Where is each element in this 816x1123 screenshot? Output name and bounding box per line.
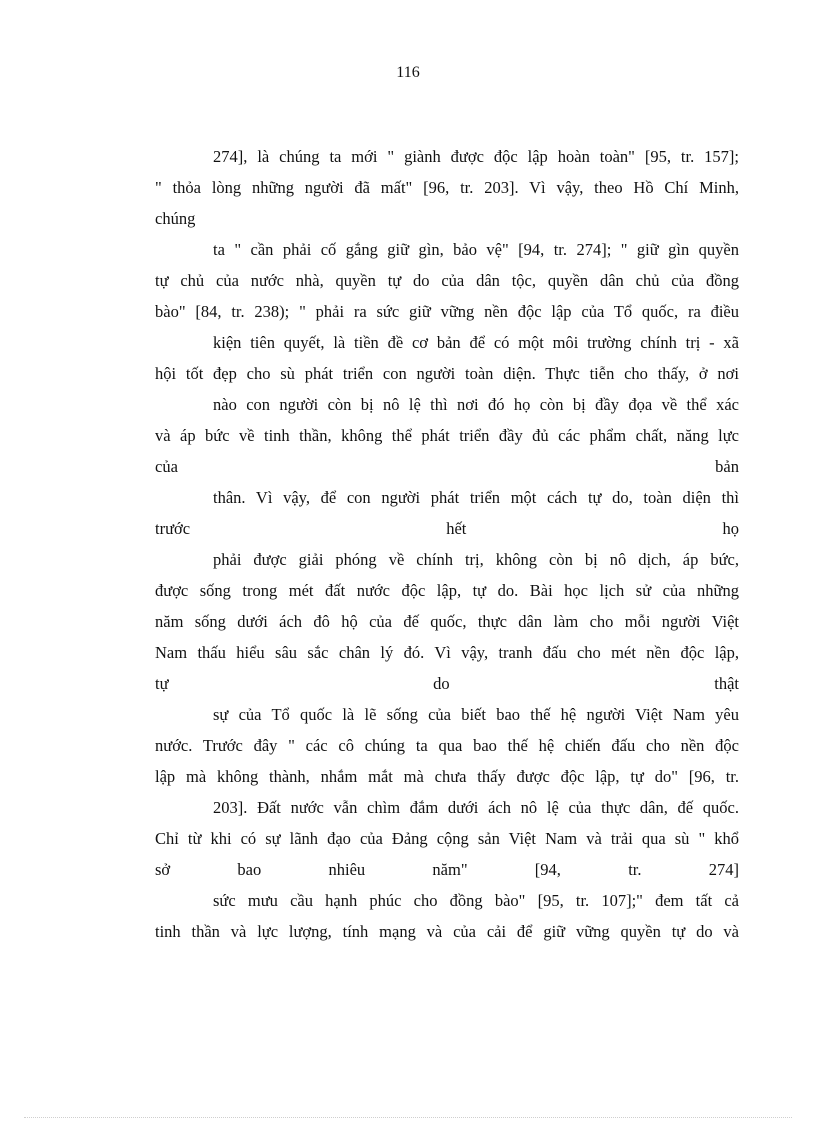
text-line: thân. Vì vậy, để con người phát triển một cách tự do, toàn diện thì — [213, 488, 739, 507]
text-line: sức mưu cầu hạnh phúc cho đồng bào" [95, tr. 107];" đem tất cả — [213, 891, 739, 910]
text-line: kiện tiên quyết, là tiền đề cơ bản để có một môi trường chính trị - xã — [213, 333, 739, 352]
text-line: Chỉ từ khi có sự lãnh đạo của Đảng cộng sản Việt Nam và trải qua sù " khổ — [155, 829, 739, 848]
text-line: năm sống dưới ách đô hộ của đế quốc, thực dân làm cho mỗi người Việt — [155, 612, 739, 631]
text-line: nước. Trước đây " các cô chúng ta qua bao thế hệ chiến đấu cho nền độc — [155, 736, 739, 755]
text-line: và áp bức về tinh thần, không thể phát triển đầy đủ các phẩm chất, năng lực — [155, 426, 739, 445]
text-line: được sống trong mét đất nước độc lập, tự do. Bài học lịch sử của những — [155, 581, 739, 600]
text-line: lập mà không thành, nhắm mắt mà chưa thấy được độc lập, tự do" [96, tr. — [155, 767, 739, 786]
body-text — [155, 141, 739, 947]
text-line: tự chủ của nước nhà, quyền tự do của dân tộc, quyền dân chủ của đồng — [155, 271, 739, 290]
text-line: 274], là chúng ta mới " giành được độc lập hoàn toàn" [95, tr. 157]; — [213, 147, 739, 166]
page-bottom-divider — [24, 1117, 792, 1118]
text-line: trước hết họ — [155, 519, 739, 538]
page-number: 116 — [396, 64, 420, 81]
text-line: nào con người còn bị nô lệ thì nơi đó họ còn bị đầy đọa về thể xác — [213, 395, 739, 414]
text-line: sự của Tổ quốc là lẽ sống của biết bao thế hệ người Việt Nam yêu — [213, 705, 739, 724]
text-line: ta " cần phải cố gắng giữ gìn, bảo vệ" [94, tr. 274]; " giữ gìn quyền — [213, 240, 739, 259]
text-line: tinh thần và lực lượng, tính mạng và của cải để giữ vững quyền tự do và — [155, 922, 739, 941]
text-line: hội tốt đẹp cho sù phát triển con người toàn diện. Thực tiễn cho thấy, ở nơi — [155, 364, 739, 383]
text-line: 203]. Đất nước vẫn chìm đắm dưới ách nô lệ của thực dân, đế quốc. — [213, 798, 739, 817]
text-line: của bản — [155, 457, 739, 476]
text-line: sở bao nhiêu năm" [94, tr. 274] — [155, 860, 739, 879]
text-line: " thỏa lòng những người đã mất" [96, tr. 203]. Vì vậy, theo Hồ Chí Minh, — [155, 178, 739, 197]
text-line: tự do thật — [155, 674, 739, 693]
text-line: bào" [84, tr. 238); " phải ra sức giữ vững nền độc lập của Tổ quốc, ra điều — [155, 302, 739, 321]
text-line: Nam thấu hiểu sâu sắc chân lý đó. Vì vậy, tranh đấu cho mét nền độc lập, — [155, 643, 739, 662]
text-line: phải được giải phóng về chính trị, không còn bị nô dịch, áp bức, — [213, 550, 739, 569]
text-line: chúng — [155, 209, 196, 228]
